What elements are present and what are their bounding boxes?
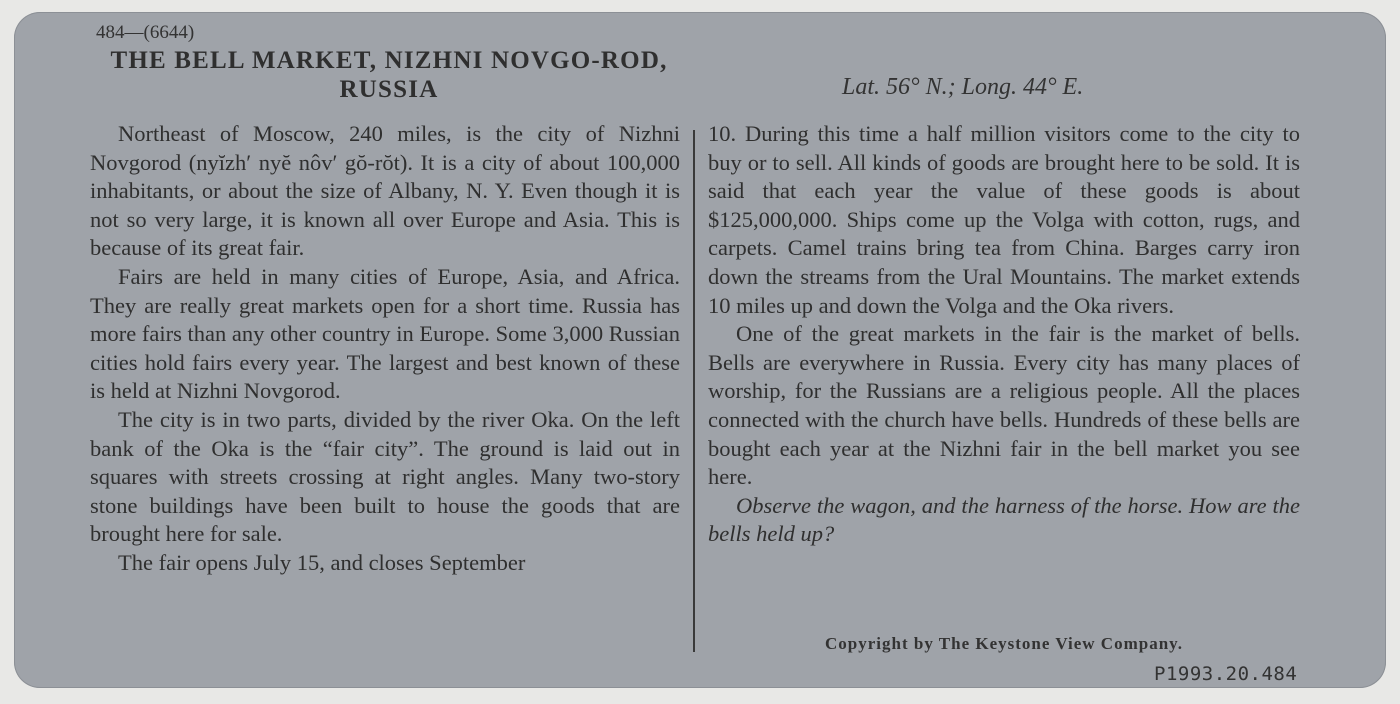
- stereoview-card-back: [14, 12, 1386, 688]
- card-title: THE BELL MARKET, NIZHNI NOVGO-ROD, RUSSIA: [110, 47, 668, 103]
- paragraph: Northeast of Moscow, 240 miles, is the city of Nizhni Novgorod (nyĭzh′ nyĕ nôv′ gŏ-rŏt). It is a city of about 100,000 inhabitants, or about the size of Albany, N. Y. Even though it is not so very large, it is known all over Europe and Asia. This is because of its great fair.: [90, 121, 680, 261]
- copyright-notice: Copyright by The Keystone View Company.: [825, 634, 1183, 653]
- text-column-left: [90, 120, 680, 578]
- paragraph: Fairs are held in many cities of Europe, Asia, and Africa. They are really great markets open for a short time. Russia has more fairs than any other country in Europe. Some 3,000 Russian cities hold fairs every year. The largest and best known of these is held at Nizhni Novgorod.: [90, 263, 680, 404]
- accession-number: P1993.20.484: [1154, 663, 1298, 685]
- card-serial-number: 484—(6644): [96, 22, 195, 43]
- text-column-right: [708, 120, 1300, 549]
- column-divider: [693, 130, 695, 652]
- paragraph: One of the great markets in the fair is the market of bells. Bells are everywhere in Russia. Every city has many places of worship, for the Russians are a religious people. All the places connected with the church have bells. Hundreds of these bells are bought each year at the Nizhni fair in the bell market you see here.: [708, 321, 1300, 490]
- paragraph: The fair opens July 15, and closes September: [118, 549, 526, 575]
- study-question: Observe the wagon, and the harness of the horse. How are the bells held up?: [708, 492, 1300, 547]
- paragraph: The city is in two parts, divided by the river Oka. On the left bank of the Oka is the “fair city”. The ground is laid out in squares with streets crossing at right angles. Many two-story stone buildings have been built to house the goods that are brought here for sale.: [90, 406, 680, 547]
- card-coordinates: Lat. 56° N.; Long. 44° E.: [842, 74, 1084, 100]
- paragraph: 10. During this time a half million visitors come to the city to buy or to sell. All kinds of goods are brought here to be sold. It is said that each year the value of these goods is about $125,000,000. Ships come up the Volga with cotton, rugs, and carpets. Camel trains bring tea from China. Barges carry iron down the streams from the Ural Mountains. The market extends 10 miles up and down the Volga and the Oka rivers.: [708, 121, 1300, 318]
